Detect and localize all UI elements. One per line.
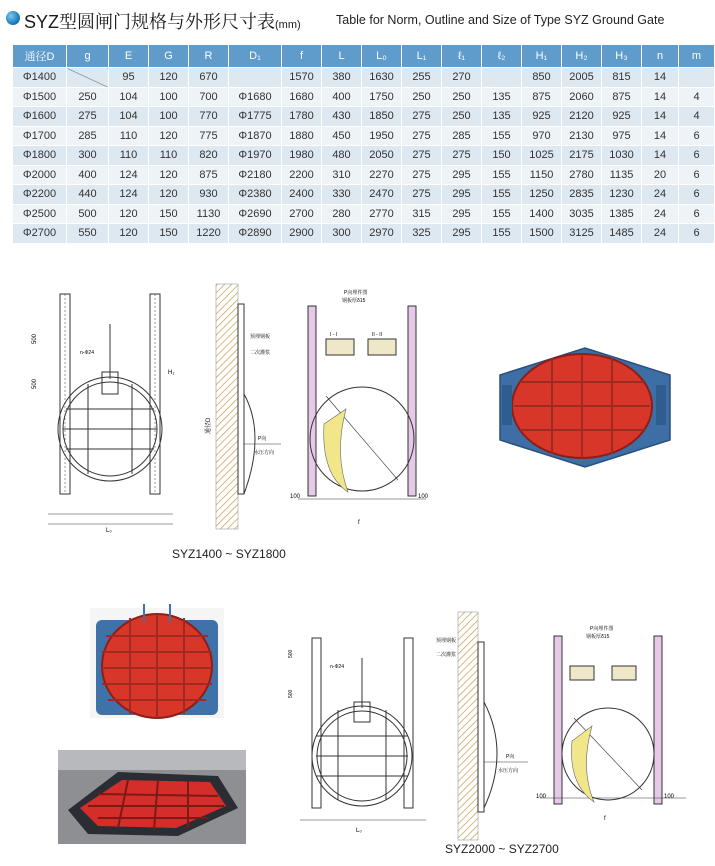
table-cell: 24 bbox=[642, 204, 679, 224]
dim-f-label-b: f bbox=[604, 816, 606, 822]
table-cell: 250 bbox=[67, 87, 109, 107]
table-cell bbox=[229, 68, 282, 88]
table-cell: 120 bbox=[149, 165, 189, 185]
table-cell: 1135 bbox=[602, 165, 642, 185]
table-cell: 2005 bbox=[562, 68, 602, 88]
table-cell: 1950 bbox=[362, 126, 402, 146]
column-header: n bbox=[642, 45, 679, 68]
column-header: L₁ bbox=[402, 45, 442, 68]
table-cell: 24 bbox=[642, 185, 679, 205]
dim-500-label-b: 500 bbox=[288, 649, 294, 658]
column-header: g bbox=[67, 45, 109, 68]
dim-500-label: 500 bbox=[32, 333, 38, 344]
table-cell: 135 bbox=[482, 87, 522, 107]
table-cell: 1780 bbox=[282, 107, 322, 127]
table-cell: 150 bbox=[482, 146, 522, 166]
dim-l0-label-b: L₀ bbox=[356, 828, 362, 834]
grout-label: 二次灌浆 bbox=[250, 350, 271, 356]
table-header-row bbox=[13, 45, 715, 68]
table-cell: 2120 bbox=[562, 107, 602, 127]
table-cell: 120 bbox=[109, 204, 149, 224]
table-cell: 550 bbox=[67, 224, 109, 244]
table-cell: Φ1600 bbox=[13, 107, 67, 127]
table-cell: 450 bbox=[322, 126, 362, 146]
table-cell: Φ1870 bbox=[229, 126, 282, 146]
diameter-label: 通径D bbox=[206, 417, 212, 434]
table-cell: 1250 bbox=[522, 185, 562, 205]
table-cell: Φ1700 bbox=[13, 126, 67, 146]
table-cell: 875 bbox=[522, 87, 562, 107]
table-cell: Φ1800 bbox=[13, 146, 67, 166]
table-cell: 104 bbox=[109, 87, 149, 107]
table-cell: 2780 bbox=[562, 165, 602, 185]
table-cell: Φ1970 bbox=[229, 146, 282, 166]
table-cell: 1880 bbox=[282, 126, 322, 146]
table-cell: 2130 bbox=[562, 126, 602, 146]
table-row bbox=[13, 87, 715, 107]
table-cell: 2270 bbox=[362, 165, 402, 185]
table-cell: 275 bbox=[442, 146, 482, 166]
table-cell: 120 bbox=[149, 185, 189, 205]
table-cell: 155 bbox=[482, 204, 522, 224]
table-cell: Φ2000 bbox=[13, 165, 67, 185]
table-cell: 925 bbox=[522, 107, 562, 127]
table-cell: Φ2700 bbox=[13, 224, 67, 244]
column-header: ℓ₁ bbox=[442, 45, 482, 68]
table-cell: 2175 bbox=[562, 146, 602, 166]
table-cell: 1680 bbox=[282, 87, 322, 107]
table-cell: 14 bbox=[642, 107, 679, 127]
table-cell: 1485 bbox=[602, 224, 642, 244]
table-cell: 815 bbox=[602, 68, 642, 88]
table-cell: 255 bbox=[402, 68, 442, 88]
column-header: G bbox=[149, 45, 189, 68]
table-cell: Φ2500 bbox=[13, 204, 67, 224]
table-cell: 250 bbox=[442, 107, 482, 127]
table-cell: 1500 bbox=[522, 224, 562, 244]
table-cell: 24 bbox=[642, 224, 679, 244]
table-cell: 1750 bbox=[362, 87, 402, 107]
column-header: R bbox=[189, 45, 229, 68]
table-cell: Φ2890 bbox=[229, 224, 282, 244]
table-cell: 1980 bbox=[282, 146, 322, 166]
table-cell: 2470 bbox=[362, 185, 402, 205]
table-cell: 970 bbox=[522, 126, 562, 146]
table-cell: 2900 bbox=[282, 224, 322, 244]
table-cell: 1150 bbox=[522, 165, 562, 185]
drawing-side-large bbox=[436, 612, 536, 844]
table-cell: 275 bbox=[402, 185, 442, 205]
table-cell: 4 bbox=[679, 87, 715, 107]
table-cell: 700 bbox=[189, 87, 229, 107]
table-cell: 150 bbox=[149, 204, 189, 224]
grout-label-b: 二次灌浆 bbox=[436, 652, 457, 658]
column-header: f bbox=[282, 45, 322, 68]
table-cell: 120 bbox=[149, 126, 189, 146]
table-cell: Φ1680 bbox=[229, 87, 282, 107]
table-cell: 1220 bbox=[189, 224, 229, 244]
table-cell: 100 bbox=[149, 107, 189, 127]
dim-h1-label: H₁ bbox=[168, 370, 175, 376]
dim-100-left-b: 100 bbox=[536, 794, 547, 800]
column-header: L bbox=[322, 45, 362, 68]
table-cell: 1385 bbox=[602, 204, 642, 224]
table-cell: 155 bbox=[482, 126, 522, 146]
table-cell: 775 bbox=[189, 126, 229, 146]
table-cell: 1025 bbox=[522, 146, 562, 166]
table-cell: 6 bbox=[679, 185, 715, 205]
table-cell: 150 bbox=[149, 224, 189, 244]
table-cell: 480 bbox=[322, 146, 362, 166]
page-title: SYZ型圆闸门规格与外形尺寸表(mm) bbox=[24, 12, 301, 32]
dim-500-label-2: 500 bbox=[32, 378, 38, 389]
column-header: L₀ bbox=[362, 45, 402, 68]
table-cell: 875 bbox=[602, 87, 642, 107]
table-cell: 400 bbox=[322, 87, 362, 107]
column-header: H₃ bbox=[602, 45, 642, 68]
table-cell: 14 bbox=[642, 126, 679, 146]
table-cell: 1030 bbox=[602, 146, 642, 166]
table-cell: 3035 bbox=[562, 204, 602, 224]
table-cell: 295 bbox=[442, 185, 482, 205]
table-cell: 100 bbox=[149, 87, 189, 107]
p-direction-label-b: P向 bbox=[506, 754, 515, 760]
table-cell: 275 bbox=[402, 165, 442, 185]
table-cell: 250 bbox=[442, 87, 482, 107]
page-title-english: Table for Norm, Outline and Size of Type SYZ Ground Gate bbox=[336, 13, 665, 27]
table-cell: 820 bbox=[189, 146, 229, 166]
column-header: H₁ bbox=[522, 45, 562, 68]
table-cell: 670 bbox=[189, 68, 229, 88]
table-cell: 6 bbox=[679, 146, 715, 166]
table-cell: 325 bbox=[402, 224, 442, 244]
table-cell: Φ2200 bbox=[13, 185, 67, 205]
dim-f-label: f bbox=[358, 520, 360, 526]
table-cell: 1850 bbox=[362, 107, 402, 127]
table-cell: 155 bbox=[482, 185, 522, 205]
bullet-icon bbox=[6, 11, 20, 25]
table-cell bbox=[482, 68, 522, 88]
table-row bbox=[13, 224, 715, 244]
table-cell: 2400 bbox=[282, 185, 322, 205]
drawing-front-small bbox=[28, 284, 178, 544]
table-row bbox=[13, 185, 715, 205]
dim-100-left: 100 bbox=[290, 494, 301, 500]
table-cell: 2050 bbox=[362, 146, 402, 166]
table-cell: 1230 bbox=[602, 185, 642, 205]
table-cell: 3125 bbox=[562, 224, 602, 244]
hole-label-b: n-Φ24 bbox=[330, 664, 344, 670]
table-cell: 275 bbox=[67, 107, 109, 127]
table-cell: 4 bbox=[679, 107, 715, 127]
table-cell: Φ1400 bbox=[13, 68, 67, 88]
table-row bbox=[13, 204, 715, 224]
p-view-label: P向埋件图 bbox=[344, 290, 368, 296]
table-cell: 1400 bbox=[522, 204, 562, 224]
caption-syz1400-1800: SYZ1400 ~ SYZ1800 bbox=[172, 547, 286, 561]
dim-100-right: 100 bbox=[418, 494, 429, 500]
drawing-front-large bbox=[286, 628, 436, 843]
table-cell: 270 bbox=[442, 68, 482, 88]
table-cell: 1630 bbox=[362, 68, 402, 88]
table-cell: 2200 bbox=[282, 165, 322, 185]
anchor-plate-label: 预埋钢板 bbox=[250, 334, 271, 340]
page-header bbox=[6, 6, 696, 32]
title-unit: (mm) bbox=[275, 19, 301, 31]
table-cell: 20 bbox=[642, 165, 679, 185]
table-cell: 2770 bbox=[362, 204, 402, 224]
table-cell: 285 bbox=[442, 126, 482, 146]
dim-500-label-c: 500 bbox=[288, 689, 294, 698]
table-cell: 2835 bbox=[562, 185, 602, 205]
plate-thickness-label: 钢板厚δ15 bbox=[342, 298, 366, 304]
drawing-p-view-small bbox=[286, 284, 436, 534]
spec-table bbox=[12, 44, 715, 244]
table-cell: 2060 bbox=[562, 87, 602, 107]
column-header: H₂ bbox=[562, 45, 602, 68]
table-cell: 275 bbox=[402, 107, 442, 127]
table-cell: 440 bbox=[67, 185, 109, 205]
table-cell: Φ2380 bbox=[229, 185, 282, 205]
table-cell bbox=[67, 68, 109, 88]
gate-factory-photo bbox=[58, 750, 246, 844]
column-header: D₁ bbox=[229, 45, 282, 68]
table-cell bbox=[679, 68, 715, 88]
table-cell: 1570 bbox=[282, 68, 322, 88]
table-cell: 6 bbox=[679, 165, 715, 185]
table-cell: 300 bbox=[67, 146, 109, 166]
table-cell: 14 bbox=[642, 146, 679, 166]
table-cell: 124 bbox=[109, 165, 149, 185]
table-cell: 380 bbox=[322, 68, 362, 88]
table-cell: 6 bbox=[679, 204, 715, 224]
water-direction-label: 水压方向 bbox=[254, 450, 275, 456]
column-header: E bbox=[109, 45, 149, 68]
p-view-label-b: P向埋件图 bbox=[590, 626, 614, 632]
table-cell: 930 bbox=[189, 185, 229, 205]
table-row bbox=[13, 126, 715, 146]
table-cell: 2970 bbox=[362, 224, 402, 244]
p-direction-label: P向 bbox=[258, 436, 267, 442]
table-cell: 110 bbox=[109, 146, 149, 166]
table-cell: 110 bbox=[149, 146, 189, 166]
table-cell: 770 bbox=[189, 107, 229, 127]
table-cell: 875 bbox=[189, 165, 229, 185]
table-cell: 975 bbox=[602, 126, 642, 146]
table-cell: 1130 bbox=[189, 204, 229, 224]
table-row bbox=[13, 68, 715, 88]
table-cell: 6 bbox=[679, 224, 715, 244]
table-row bbox=[13, 146, 715, 166]
section-b-label: II - II bbox=[372, 332, 382, 338]
table-cell: Φ1500 bbox=[13, 87, 67, 107]
table-cell: 120 bbox=[109, 224, 149, 244]
table-cell: 6 bbox=[679, 126, 715, 146]
column-header: ℓ₂ bbox=[482, 45, 522, 68]
table-cell: 925 bbox=[602, 107, 642, 127]
table-cell: Φ1775 bbox=[229, 107, 282, 127]
table-cell: 14 bbox=[642, 68, 679, 88]
column-header: m bbox=[679, 45, 715, 68]
dim-l0-label: L₀ bbox=[106, 528, 112, 534]
plate-thickness-label-b: 钢板厚δ15 bbox=[586, 634, 610, 640]
table-cell: Φ2180 bbox=[229, 165, 282, 185]
table-cell: 500 bbox=[67, 204, 109, 224]
table-row bbox=[13, 165, 715, 185]
table-cell: 315 bbox=[402, 204, 442, 224]
section-a-label: I - I bbox=[330, 332, 338, 338]
table-cell: 110 bbox=[109, 126, 149, 146]
table-cell: 120 bbox=[149, 68, 189, 88]
table-cell: 95 bbox=[109, 68, 149, 88]
gate-photo-mid-left bbox=[82, 600, 232, 725]
water-direction-label-b: 水压方向 bbox=[498, 768, 519, 774]
table-cell: 104 bbox=[109, 107, 149, 127]
table-cell: 135 bbox=[482, 107, 522, 127]
table-cell: 330 bbox=[322, 185, 362, 205]
table-cell: 295 bbox=[442, 204, 482, 224]
table-cell: 155 bbox=[482, 165, 522, 185]
table-cell: 155 bbox=[482, 224, 522, 244]
column-header: 通径D bbox=[13, 45, 67, 68]
table-cell: 2700 bbox=[282, 204, 322, 224]
gate-photo-top-right bbox=[490, 340, 680, 470]
table-cell: 14 bbox=[642, 87, 679, 107]
table-cell: 430 bbox=[322, 107, 362, 127]
table-cell: 285 bbox=[67, 126, 109, 146]
table-row bbox=[13, 107, 715, 127]
table-cell: 275 bbox=[402, 146, 442, 166]
table-cell: Φ2690 bbox=[229, 204, 282, 224]
table-cell: 400 bbox=[67, 165, 109, 185]
drawing-p-view-large bbox=[536, 626, 696, 826]
table-cell: 275 bbox=[402, 126, 442, 146]
table-cell: 850 bbox=[522, 68, 562, 88]
hole-label: n-Φ24 bbox=[80, 350, 94, 356]
caption-syz2000-2700: SYZ2000 ~ SYZ2700 bbox=[445, 842, 559, 856]
table-cell: 295 bbox=[442, 224, 482, 244]
table-cell: 310 bbox=[322, 165, 362, 185]
table-cell: 300 bbox=[322, 224, 362, 244]
table-cell: 295 bbox=[442, 165, 482, 185]
anchor-plate-label-b: 预埋钢板 bbox=[436, 638, 457, 644]
table-cell: 250 bbox=[402, 87, 442, 107]
dim-100-right-b: 100 bbox=[664, 794, 675, 800]
table-cell: 280 bbox=[322, 204, 362, 224]
drawing-side-small bbox=[196, 284, 286, 534]
table-cell: 124 bbox=[109, 185, 149, 205]
